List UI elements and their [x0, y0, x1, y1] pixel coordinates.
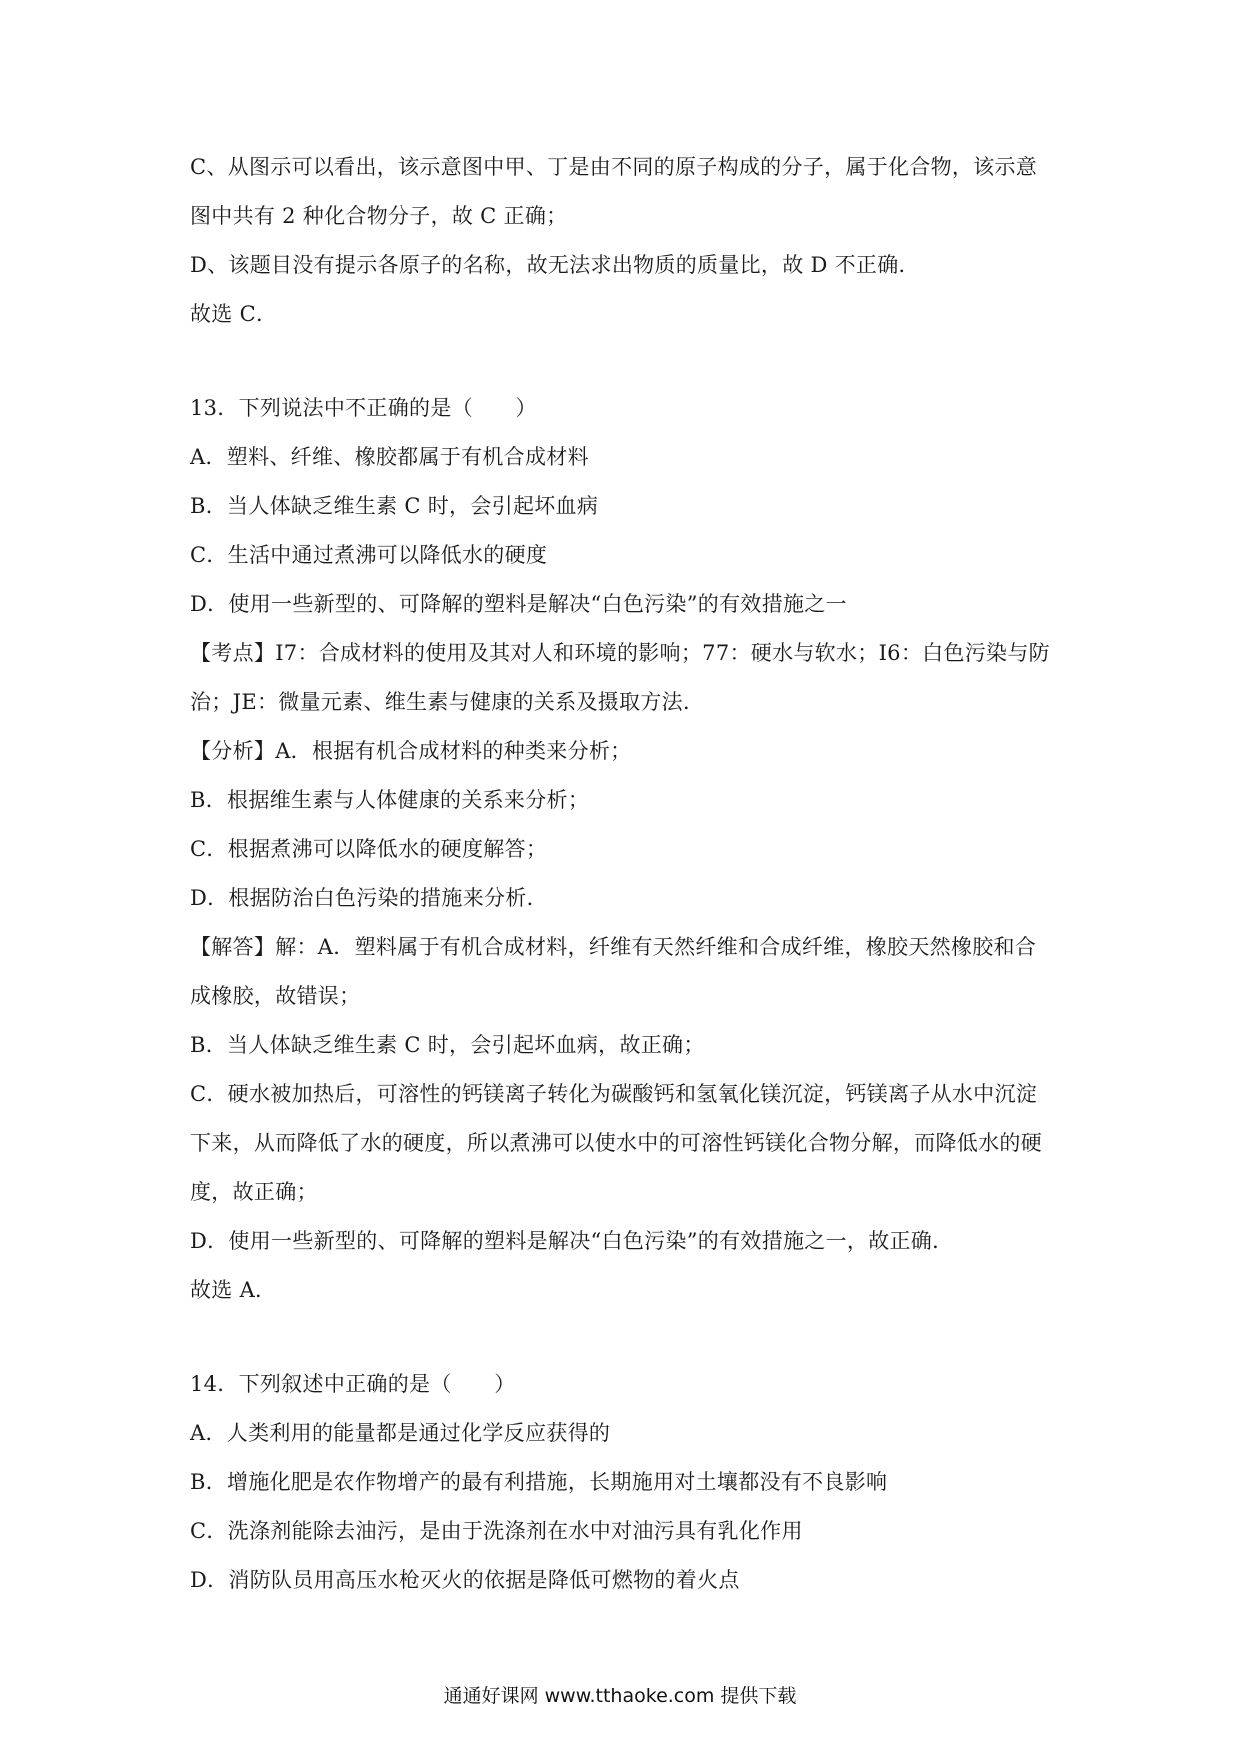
question-13 — [190, 393, 1060, 1305]
option-c: C．生活中通过煮沸可以降低水的硬度 — [190, 543, 548, 567]
text-line: B．根据维生素与人体健康的关系来分析； — [190, 788, 590, 812]
text-line: 【考点】I7：合成材料的使用及其对人和环境的影响；77：硬水与软水；I6：白色污染与防 — [190, 641, 1050, 665]
section-gap — [190, 348, 1060, 393]
answer-line: 故选 C． — [190, 302, 278, 326]
option-c: C．洗涤剂能除去油污，是由于洗涤剂在水中对油污具有乳化作用 — [190, 1519, 803, 1543]
option-d: D．使用一些新型的、可降解的塑料是解决“白色污染”的有效措施之一 — [190, 592, 847, 616]
text-line: 度，故正确； — [190, 1180, 318, 1204]
option-b: B．增施化肥是农作物增产的最有利措施，长期施用对土壤都没有不良影响 — [190, 1470, 888, 1494]
section-gap — [190, 1324, 1060, 1369]
text-line: 治；JE：微量元素、维生素与健康的关系及摄取方法． — [190, 690, 705, 714]
text-line: D．使用一些新型的、可降解的塑料是解决“白色污染”的有效措施之一，故正确． — [190, 1229, 954, 1253]
text-line: D．根据防治白色污染的措施来分析． — [190, 886, 548, 910]
text-line: 【解答】解：A．塑料属于有机合成材料，纤维有天然纤维和合成纤维，橡胶天然橡胶和合 — [190, 935, 1037, 959]
text-line: C、从图示可以看出，该示意图中甲、丁是由不同的原子构成的分子，属于化合物，该示意 — [190, 155, 1038, 179]
section-12-tail — [190, 152, 1060, 329]
text-line: 图中共有 2 种化合物分子，故 C 正确； — [190, 204, 568, 228]
option-a: A．人类利用的能量都是通过化学反应获得的 — [190, 1421, 611, 1445]
question-14-stem: 14．下列叙述中正确的是（ ） — [190, 1372, 516, 1396]
jieda-section — [190, 932, 1060, 1305]
text-line: 【分析】A．根据有机合成材料的种类来分析； — [190, 739, 632, 763]
text-line: 成橡胶，故错误； — [190, 984, 361, 1008]
page-content — [190, 152, 1060, 1614]
question-13-stem: 13．下列说法中不正确的是（ ） — [190, 396, 537, 420]
answer-line: 故选 A． — [190, 1278, 277, 1302]
kaodian-section — [190, 638, 1060, 717]
page-footer: 通通好课网 www.tthaoke.com 提供下载 — [443, 1685, 797, 1707]
fenxi-section — [190, 736, 1060, 913]
option-a: A．塑料、纤维、橡胶都属于有机合成材料 — [190, 445, 589, 469]
text-line: C．硬水被加热后，可溶性的钙镁离子转化为碳酸钙和氢氧化镁沉淀，钙镁离子从水中沉淀 — [190, 1082, 1038, 1106]
question-14 — [190, 1369, 1060, 1595]
text-line: C．根据煮沸可以降低水的硬度解答； — [190, 837, 548, 861]
option-d: D．消防队员用高压水枪灭火的依据是降低可燃物的着火点 — [190, 1568, 740, 1592]
text-line: B．当人体缺乏维生素 C 时，会引起坏血病，故正确； — [190, 1033, 705, 1057]
text-line: 下来，从而降低了水的硬度，所以煮沸可以使水中的可溶性钙镁化合物分解，而降低水的硬 — [190, 1131, 1042, 1155]
text-line: D、该题目没有提示各原子的名称，故无法求出物质的质量比，故 D 不正确． — [190, 253, 920, 277]
option-b: B．当人体缺乏维生素 C 时，会引起坏血病 — [190, 494, 599, 518]
